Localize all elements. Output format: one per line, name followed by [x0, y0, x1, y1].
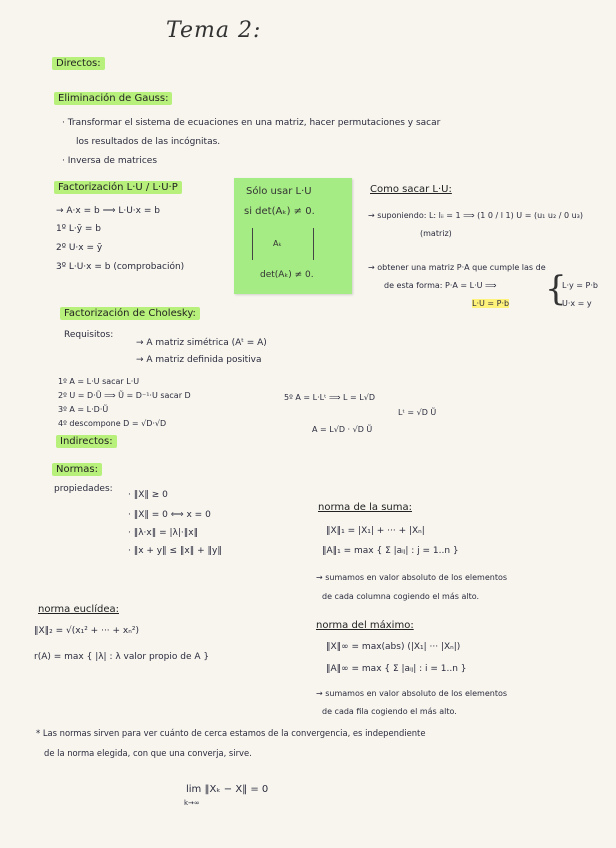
sticky-line-4: det(Aₖ) ≠ 0.: [260, 270, 314, 280]
limit-subscript: k→∞: [184, 799, 200, 807]
chol-step-4: 4º descompone D = √D·√D: [58, 419, 167, 428]
heading-cholesky-label: Factorización de Cholesky:: [60, 307, 200, 320]
page-title: Tema 2:: [166, 18, 262, 43]
heading-lu: [54, 182, 182, 194]
max-line-3: → sumamos en valor absoluto de los elementos: [316, 689, 508, 698]
max-line-3b: de cada fila cogiendo el más alto.: [322, 707, 457, 716]
como-line-4: [472, 298, 509, 309]
heading-cholesky: [60, 308, 200, 320]
como-line-4-highlight: L·U = P·b: [472, 299, 510, 308]
heading-norma-suma: norma de la suma:: [318, 502, 412, 513]
chol-step-1: 1º A = L·U sacar L·U: [58, 377, 140, 386]
prop-1: · ‖X‖ ≥ 0: [128, 490, 168, 500]
lu-step-1: 1º L·ȳ = b: [56, 224, 102, 234]
heading-como-lu: Como sacar L·U:: [370, 184, 452, 195]
como-line-3: de esta forma: P·A = L·U ⟹: [384, 281, 497, 290]
prop-2: · ‖X‖ = 0 ⟺ x = 0: [128, 510, 211, 520]
gauss-bullet-1b: los resultados de las incógnitas.: [76, 137, 221, 147]
como-brace: {: [545, 269, 567, 309]
chol-step-3: 3º A = L·D·Ũ: [58, 405, 109, 414]
como-line-1b: (matriz): [420, 229, 452, 238]
limit-expression: lim ‖Xₖ − X‖ = 0: [186, 784, 269, 795]
chol-step-6: Lᵗ = √D Ũ: [398, 408, 437, 417]
heading-indirectos-label: Indirectos:: [56, 435, 117, 448]
prop-3: · ‖λ·x‖ = |λ|·‖x‖: [128, 528, 199, 538]
chol-requisitos: Requisitos:: [64, 330, 114, 340]
chol-req-2: → A matriz definida positiva: [136, 355, 262, 365]
max-line-1: ‖X‖∞ = max(abs) (|X₁| ··· |Xₙ|): [326, 642, 461, 652]
heading-lu-label: Factorización L·U / L·U·P: [54, 181, 182, 194]
suma-line-3: → sumamos en valor absoluto de los elementos: [316, 573, 508, 582]
suma-line-2: ‖A‖₁ = max { Σ |aᵢⱼ| : j = 1..n }: [322, 546, 459, 556]
gauss-bullet-2: · Inversa de matrices: [62, 156, 158, 166]
como-right-2: U·x = y: [562, 299, 592, 308]
como-line-1: → suponiendo: L: lᵢᵢ = 1 ⟹ (1 0 / l 1) U = (u₁ u₂ / 0 u₃): [368, 211, 583, 220]
chol-req-1: → A matriz simétrica (Aᵗ = A): [136, 338, 267, 348]
sticky-line-2: si det(Aₖ) ≠ 0.: [244, 206, 315, 217]
lu-step-0: → A·x = b ⟹ L·U·x = b: [56, 206, 160, 216]
footnote-line-1: * Las normas sirven para ver cuánto de cerca estamos de la convergencia, es independiente: [36, 728, 426, 738]
euclidea-line-1: ‖X‖₂ = √(x₁² + ··· + xₙ²): [34, 626, 139, 636]
heading-norma-maximo: norma del máximo:: [316, 620, 414, 631]
heading-directos: [52, 58, 105, 70]
max-line-2: ‖A‖∞ = max { Σ |aᵢⱼ| : i = 1..n }: [326, 664, 467, 674]
sticky-matrix: [252, 228, 314, 260]
chol-step-5: 5º A = L·Lᵗ ⟹ L = L√D: [284, 393, 375, 402]
heading-indirectos: [56, 436, 117, 448]
sticky-note: [234, 178, 352, 294]
heading-normas: [52, 464, 102, 476]
gauss-bullet-1: · Transformar el sistema de ecuaciones en una matriz, hacer permutaciones y sacar: [62, 118, 441, 128]
lu-step-3: 3º L·U·x = b (comprobación): [56, 262, 185, 272]
heading-normas-label: Normas:: [52, 463, 102, 476]
suma-line-1: ‖X‖₁ = |X₁| + ··· + |Xₙ|: [326, 526, 425, 536]
prop-label: propiedades:: [54, 484, 113, 494]
lu-step-2: 2º U·x = ȳ: [56, 243, 103, 253]
suma-line-3b: de cada columna cogiendo el más alto.: [322, 592, 480, 601]
como-right-1: L·y = P·b: [562, 281, 598, 290]
sticky-line-1: Sólo usar L·U: [246, 186, 312, 197]
chol-step-2: 2º U = D·Ũ ⟹ Ũ = D⁻¹·U sacar D: [58, 391, 191, 400]
heading-norma-euclidea: norma euclídea:: [38, 604, 119, 615]
chol-step-7: A = L√D · √D Ũ: [312, 425, 373, 434]
heading-gauss-label: Eliminación de Gauss:: [54, 92, 172, 105]
heading-gauss: [54, 93, 172, 105]
footnote-line-2: de la norma elegida, con que una converja, sirve.: [44, 748, 252, 758]
heading-directos-label: Directos:: [52, 57, 105, 70]
sticky-matrix-label: Aₖ: [273, 239, 282, 248]
euclidea-line-2: r(A) = max { |λ| : λ valor propio de A }: [34, 652, 210, 662]
como-line-2: → obtener una matriz P·A que cumple las de: [368, 263, 546, 272]
prop-4: · ‖x + y‖ ≤ ‖x‖ + ‖y‖: [128, 546, 222, 556]
